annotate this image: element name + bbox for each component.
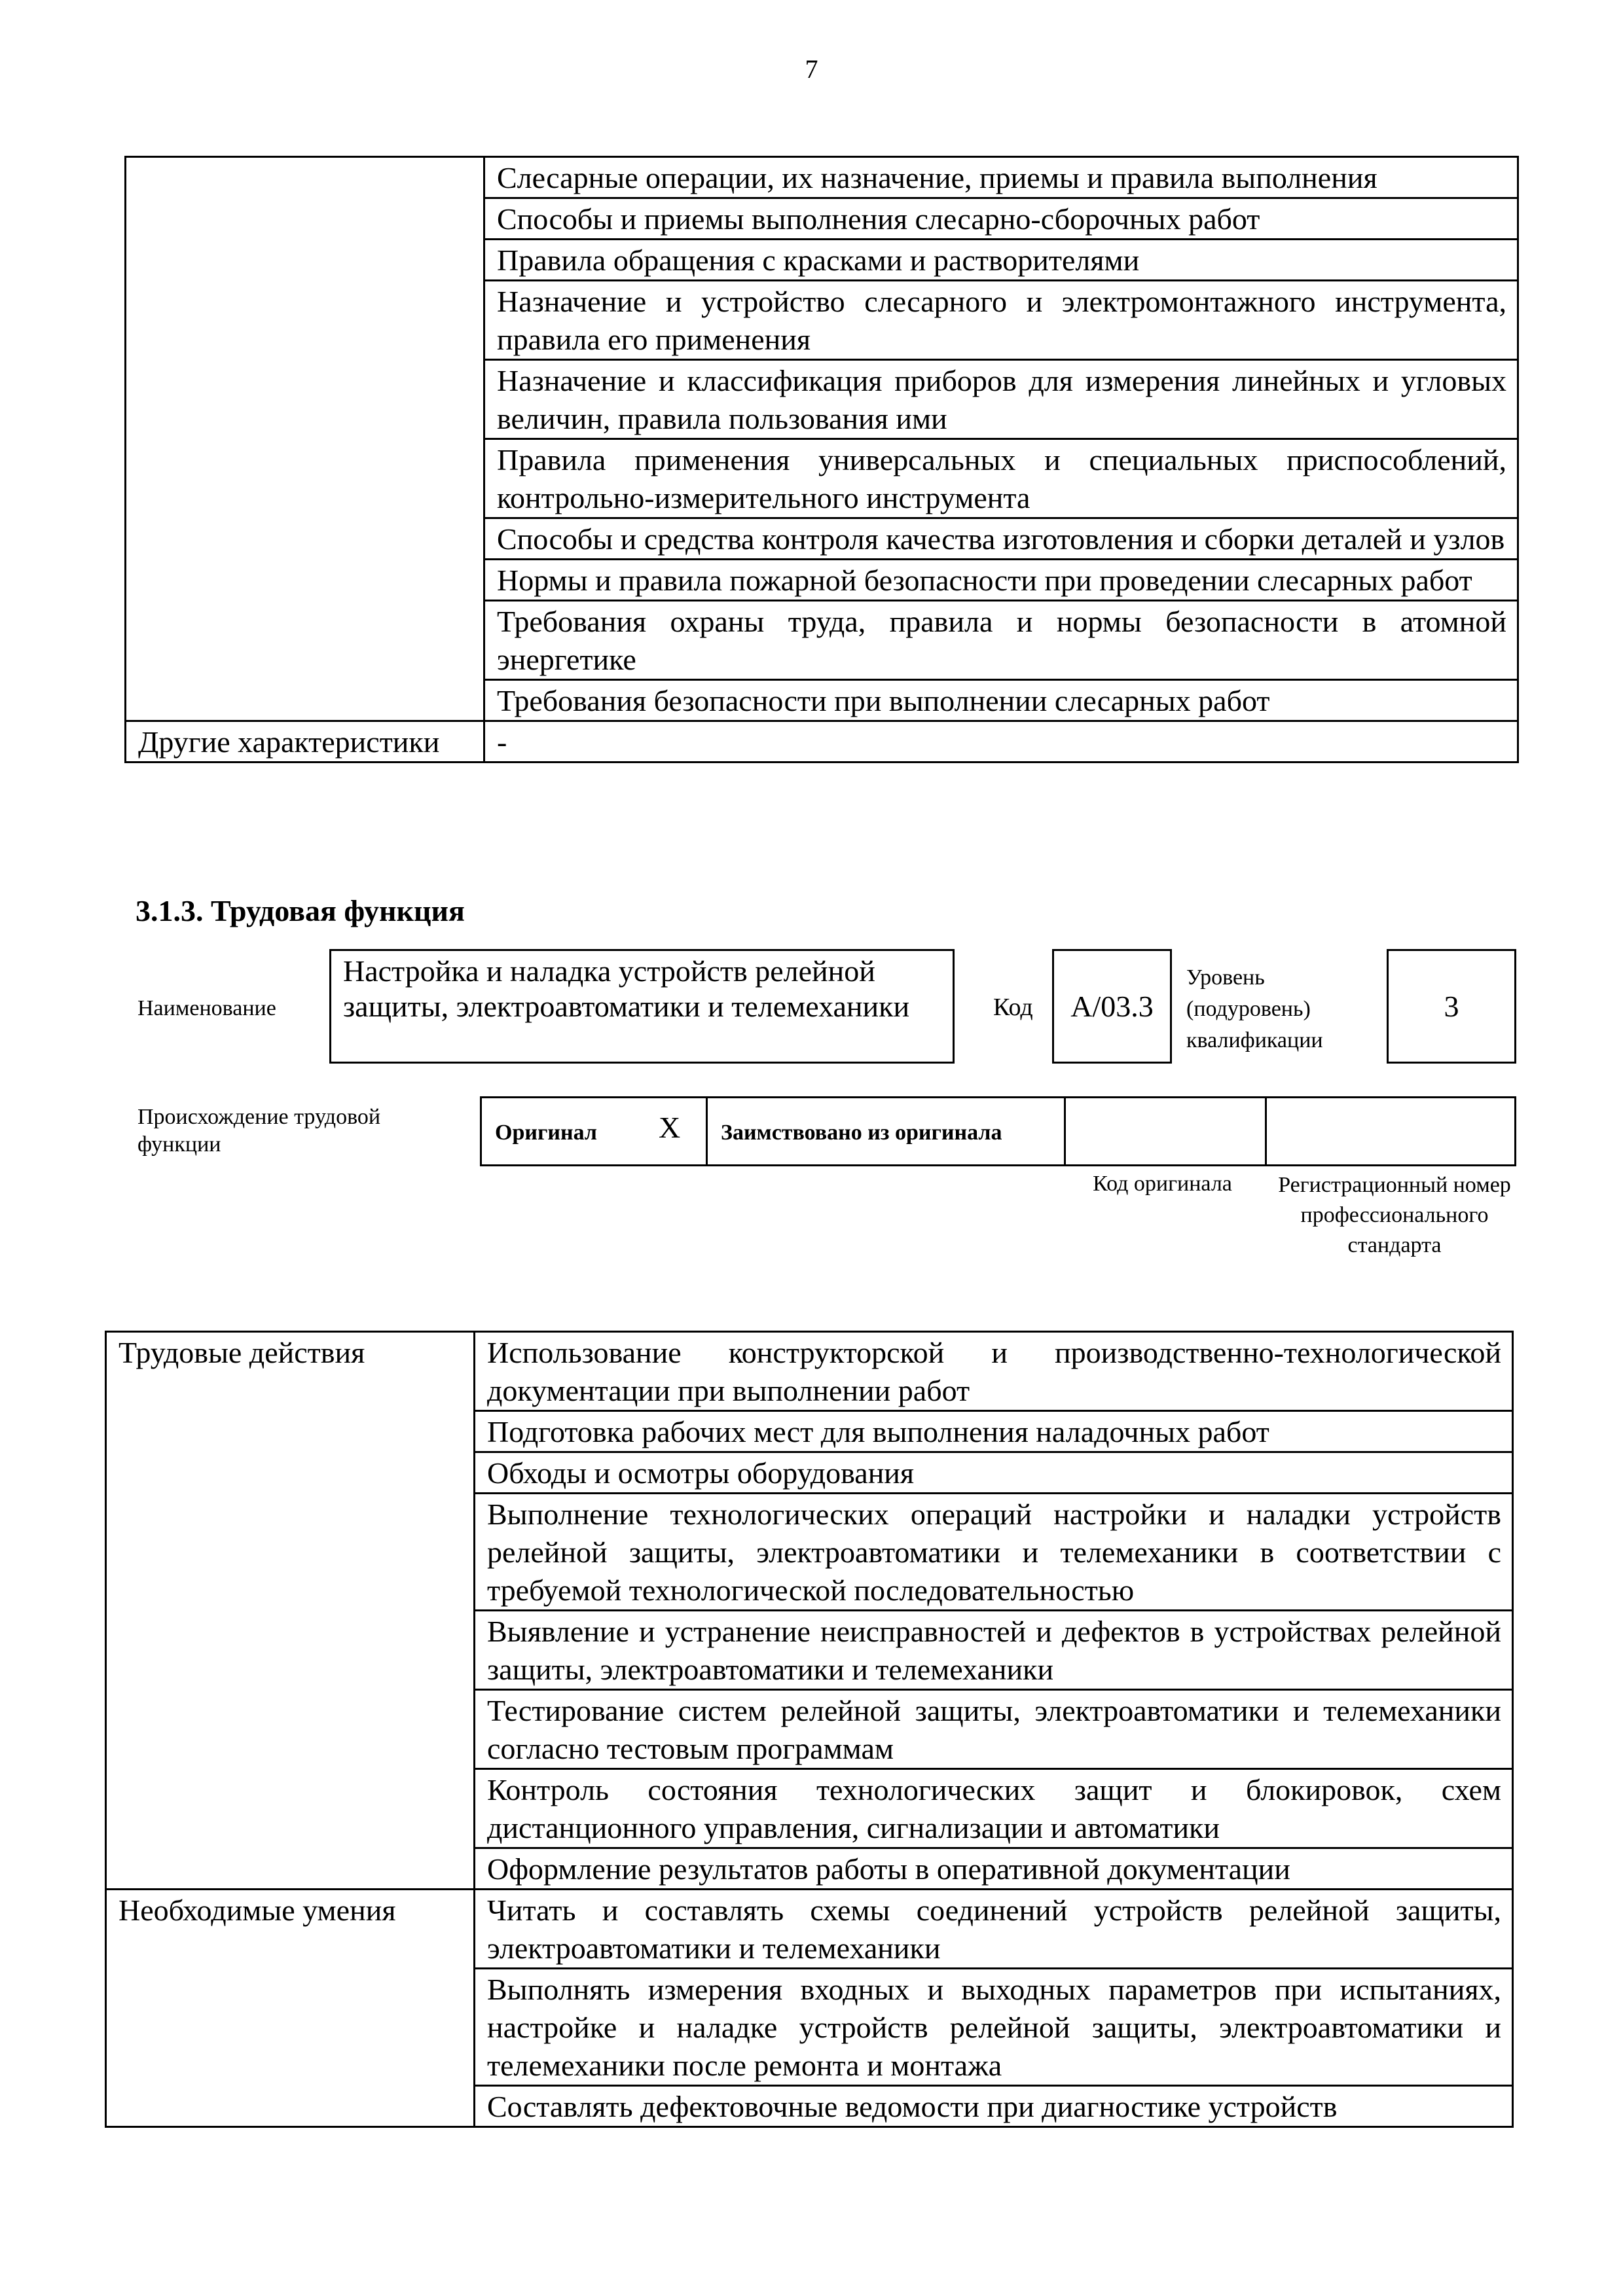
level-label: Уровень (подуровень) квалификации [1186, 965, 1323, 1052]
skills-label: Необходимые умения [106, 1890, 475, 2127]
knowledge-table [124, 156, 1519, 763]
table-cell: Правила применения универсальных и специальных приспособлений, контрольно-измерительного инструмента [484, 439, 1518, 518]
borrowed-cell [708, 1098, 1066, 1164]
table-cell: Способы и приемы выполнения слесарно-сборочных работ [484, 198, 1518, 240]
table-row [126, 157, 1518, 198]
origin-label: Происхождение трудовой функции [137, 1105, 381, 1157]
borrowed-label: Заимствовано из оригинала [721, 1121, 1002, 1145]
original-mark: X [659, 1111, 681, 1144]
original-code-cell [1066, 1098, 1267, 1164]
function-name: Настройка и наладка устройств релейной защиты, электроавтоматики и телемеханики [343, 954, 910, 1023]
table-cell: Обходы и осмотры оборудования [475, 1452, 1513, 1494]
original-cell [482, 1098, 708, 1164]
table-cell: Тестирование систем релейной защиты, электроавтоматики и телемеханики согласно тестовым программам [475, 1690, 1513, 1769]
table-cell: Правила обращения с красками и растворителями [484, 240, 1518, 281]
table-cell: Составлять дефектовочные ведомости при диагностике устройств [475, 2086, 1513, 2127]
table-cell: Выполнение технологических операций настройки и наладки устройств релейной защиты, электроавтоматики и телемеханики в соответствии с требуемой технологической последовательностью [475, 1494, 1513, 1611]
name-label: Наименование [137, 996, 276, 1020]
table-cell: Требования безопасности при выполнении слесарных работ [484, 680, 1518, 721]
other-characteristics-value: - [484, 721, 1518, 762]
code-label: Код [993, 994, 1033, 1021]
table-row [106, 1890, 1513, 1969]
original-code-caption: Код оригинала [1093, 1172, 1232, 1196]
section-title: 3.1.3. Трудовая функция [136, 894, 465, 927]
table-cell: Способы и средства контроля качества изготовления и сборки деталей и узлов [484, 518, 1518, 560]
other-characteristics-label: Другие характеристики [126, 721, 484, 762]
table-cell: Оформление результатов работы в оперативной документации [475, 1848, 1513, 1890]
table-cell: Слесарные операции, их назначение, приемы и правила выполнения [484, 157, 1518, 198]
table-cell-empty [126, 157, 484, 721]
table-cell: Назначение и устройство слесарного и электромонтажного инструмента, правила его применения [484, 281, 1518, 360]
table-cell: Использование конструкторской и производственно-технологической документации при выполнении работ [475, 1332, 1513, 1411]
table-cell: Контроль состояния технологических защит и блокировок, схем дистанционного управления, сигнализации и автоматики [475, 1769, 1513, 1848]
table-row [126, 721, 1518, 762]
actions-label: Трудовые действия [106, 1332, 475, 1890]
level-value: 3 [1444, 990, 1459, 1023]
table-cell: Назначение и классификация приборов для измерения линейных и угловых величин, правила пользования ими [484, 360, 1518, 439]
table-cell: Выявление и устранение неисправностей и дефектов в устройствах релейной защиты, электроавтоматики и телемеханики [475, 1611, 1513, 1690]
table-row [106, 1332, 1513, 1411]
code-box [1052, 949, 1172, 1064]
table-cell: Требования охраны труда, правила и нормы безопасности в атомной энергетике [484, 601, 1518, 680]
name-box [329, 949, 955, 1064]
table-cell: Подготовка рабочих мест для выполнения наладочных работ [475, 1411, 1513, 1452]
table-cell: Нормы и правила пожарной безопасности при проведении слесарных работ [484, 560, 1518, 601]
origin-box [480, 1096, 1516, 1166]
table-cell: Выполнять измерения входных и выходных параметров при испытаниях, настройке и наладке устройств релейной защиты, электроавтоматики и телемеханики после ремонта и монтажа [475, 1969, 1513, 2086]
original-label: Оригинал [495, 1121, 597, 1145]
code-value: А/03.3 [1070, 990, 1154, 1023]
reg-number-caption: Регистрационный номер профессионального стандарта [1278, 1173, 1511, 1257]
page-number: 7 [805, 54, 818, 84]
table-cell: Читать и составлять схемы соединений устройств релейной защиты, электроавтоматики и телемеханики [475, 1890, 1513, 1969]
function-details-table [105, 1331, 1514, 2128]
level-box [1387, 949, 1516, 1064]
